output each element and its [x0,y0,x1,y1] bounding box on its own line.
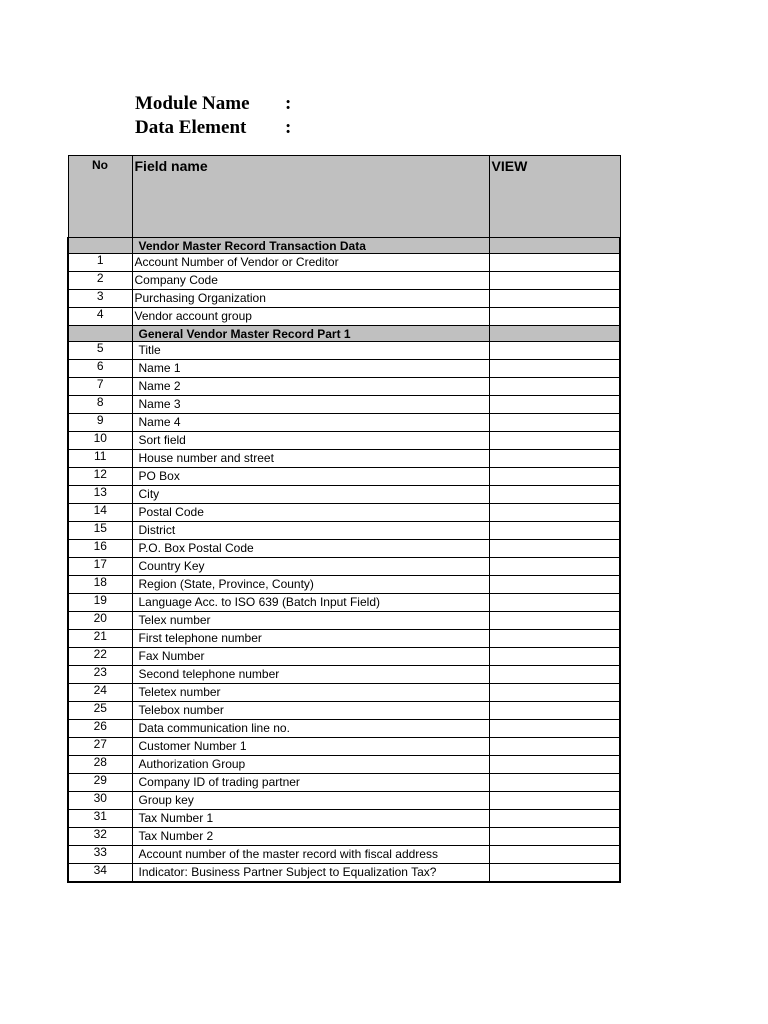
view-cell[interactable] [489,828,620,846]
table-row [68,558,620,576]
table-row [68,308,620,326]
table-row [68,414,620,432]
row-number: 13 [68,486,132,504]
row-number: 27 [68,738,132,756]
header-view: VIEW [489,156,620,238]
row-number: 31 [68,810,132,828]
table-row [68,864,620,883]
field-name-cell: Country Key [132,558,489,576]
header-field-name: Field name [132,156,489,238]
row-number: 32 [68,828,132,846]
table-row [68,828,620,846]
field-name-cell: Name 2 [132,378,489,396]
row-number: 12 [68,468,132,486]
view-cell[interactable] [489,450,620,468]
table-row [68,396,620,414]
row-number: 2 [68,272,132,290]
table-row [68,738,620,756]
section-no-cell [68,326,132,342]
header-no: No [68,156,132,238]
row-number: 7 [68,378,132,396]
row-number: 20 [68,612,132,630]
view-cell[interactable] [489,576,620,594]
field-name-cell: City [132,486,489,504]
row-number: 4 [68,308,132,326]
view-cell[interactable] [489,486,620,504]
view-cell[interactable] [489,684,620,702]
field-name-cell: District [132,522,489,540]
row-number: 18 [68,576,132,594]
view-cell[interactable] [489,342,620,360]
table-row [68,522,620,540]
view-cell[interactable] [489,414,620,432]
table-row [68,756,620,774]
document-meta [135,92,335,140]
section-view-cell [489,238,620,254]
row-number: 23 [68,666,132,684]
table-row [68,504,620,522]
field-name-cell: Second telephone number [132,666,489,684]
field-name-cell: Authorization Group [132,756,489,774]
field-name-cell: Telebox number [132,702,489,720]
section-view-cell [489,326,620,342]
view-cell[interactable] [489,360,620,378]
row-number: 3 [68,290,132,308]
table-row [68,648,620,666]
field-name-cell: Tax Number 2 [132,828,489,846]
view-cell[interactable] [489,612,620,630]
view-cell[interactable] [489,396,620,414]
view-cell[interactable] [489,792,620,810]
row-number: 15 [68,522,132,540]
field-name-cell: Name 1 [132,360,489,378]
field-name-cell: Vendor account group [132,308,489,326]
module-name-colon: : [285,93,292,114]
table-row [68,432,620,450]
field-name-cell: Data communication line no. [132,720,489,738]
field-name-cell: Company Code [132,272,489,290]
view-cell[interactable] [489,738,620,756]
view-cell[interactable] [489,630,620,648]
view-cell[interactable] [489,774,620,792]
view-cell[interactable] [489,864,620,883]
section-title: General Vendor Master Record Part 1 [132,326,489,342]
view-cell[interactable] [489,468,620,486]
table-body [68,238,620,883]
view-cell[interactable] [489,558,620,576]
view-cell[interactable] [489,378,620,396]
row-number: 11 [68,450,132,468]
row-number: 30 [68,792,132,810]
row-number: 9 [68,414,132,432]
table-row [68,450,620,468]
section-title: Vendor Master Record Transaction Data [132,238,489,254]
table-row [68,378,620,396]
section-no-cell [68,238,132,254]
row-number: 33 [68,846,132,864]
row-number: 10 [68,432,132,450]
view-cell[interactable] [489,810,620,828]
field-name-cell: House number and street [132,450,489,468]
module-name-label: Module Name [135,93,250,114]
field-name-cell: Name 3 [132,396,489,414]
row-number: 28 [68,756,132,774]
field-name-cell: Customer Number 1 [132,738,489,756]
field-name-cell: Account Number of Vendor or Creditor [132,254,489,272]
field-name-cell: Group key [132,792,489,810]
field-name-cell: Fax Number [132,648,489,666]
view-cell[interactable] [489,504,620,522]
field-name-cell: Tax Number 1 [132,810,489,828]
row-number: 26 [68,720,132,738]
data-element-row [135,116,335,140]
field-name-cell: First telephone number [132,630,489,648]
row-number: 8 [68,396,132,414]
table-row [68,666,620,684]
view-cell[interactable] [489,648,620,666]
table-row [68,810,620,828]
table-row [68,272,620,290]
field-name-cell: Indicator: Business Partner Subject to Equalization Tax? [132,864,489,883]
table-row [68,540,620,558]
table-row [68,612,620,630]
section-row [68,326,620,342]
field-name-cell: Teletex number [132,684,489,702]
field-name-cell: Title [132,342,489,360]
section-row [68,238,620,254]
table-header-row [68,156,620,238]
view-cell[interactable] [489,290,620,308]
view-cell[interactable] [489,272,620,290]
row-number: 22 [68,648,132,666]
field-name-cell: Postal Code [132,504,489,522]
table-row [68,720,620,738]
data-element-label: Data Element [135,117,247,138]
row-number: 5 [68,342,132,360]
row-number: 1 [68,254,132,272]
field-name-cell: Region (State, Province, County) [132,576,489,594]
view-cell[interactable] [489,254,620,272]
field-table [67,155,621,883]
row-number: 21 [68,630,132,648]
table-row [68,846,620,864]
field-name-cell: P.O. Box Postal Code [132,540,489,558]
view-cell[interactable] [489,720,620,738]
table-row [68,684,620,702]
table-row [68,468,620,486]
view-cell[interactable] [489,702,620,720]
table-row [68,360,620,378]
field-name-cell: Company ID of trading partner [132,774,489,792]
row-number: 29 [68,774,132,792]
module-name-row [135,92,335,116]
view-cell[interactable] [489,432,620,450]
view-cell[interactable] [489,756,620,774]
row-number: 19 [68,594,132,612]
table-row [68,702,620,720]
row-number: 16 [68,540,132,558]
view-cell[interactable] [489,308,620,326]
field-name-cell: Language Acc. to ISO 639 (Batch Input Field) [132,594,489,612]
table-row [68,342,620,360]
table-row [68,774,620,792]
table-row [68,486,620,504]
view-cell[interactable] [489,666,620,684]
row-number: 14 [68,504,132,522]
table-row [68,576,620,594]
field-name-cell: Account number of the master record with fiscal address [132,846,489,864]
row-number: 24 [68,684,132,702]
view-cell[interactable] [489,594,620,612]
data-element-colon: : [285,117,292,138]
field-name-cell: Name 4 [132,414,489,432]
field-name-cell: Purchasing Organization [132,290,489,308]
row-number: 17 [68,558,132,576]
table-row [68,630,620,648]
table-row [68,792,620,810]
field-name-cell: Telex number [132,612,489,630]
view-cell[interactable] [489,540,620,558]
view-cell[interactable] [489,522,620,540]
field-name-cell: Sort field [132,432,489,450]
table-row [68,290,620,308]
field-name-cell: PO Box [132,468,489,486]
view-cell[interactable] [489,846,620,864]
row-number: 25 [68,702,132,720]
row-number: 34 [68,864,132,883]
table-row [68,254,620,272]
table-row [68,594,620,612]
row-number: 6 [68,360,132,378]
